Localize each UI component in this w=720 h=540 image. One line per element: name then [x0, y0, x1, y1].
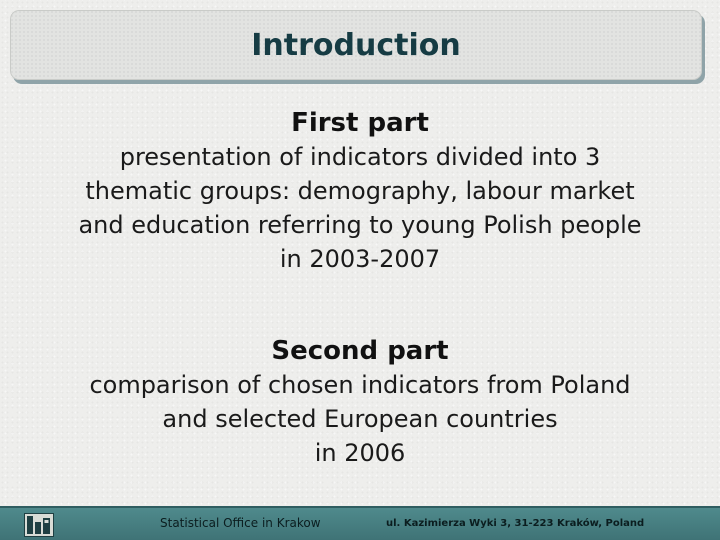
- first-part-line: in 2003-2007: [279, 245, 441, 273]
- footer-office-name: Statistical Office in Krakow: [160, 516, 321, 530]
- title-banner: [10, 10, 702, 80]
- first-part-line: thematic groups: demography, labour market: [85, 177, 635, 205]
- first-part-line: presentation of indicators divided into 3: [119, 143, 601, 171]
- first-part-heading: First part: [291, 108, 429, 138]
- first-part-section: [0, 106, 720, 276]
- footer-bar: [0, 506, 720, 540]
- first-part-description: [0, 140, 720, 276]
- second-part-line: and selected European countries: [162, 405, 558, 433]
- first-part-line: and education referring to young Polish people: [78, 211, 642, 239]
- page-title: Introduction: [251, 28, 461, 63]
- footer-address: ul. Kazimierza Wyki 3, 31-223 Kraków, Poland: [386, 518, 645, 529]
- second-part-section: [0, 334, 720, 470]
- statistical-office-logo-icon: [24, 513, 54, 537]
- second-part-line: in 2006: [314, 439, 406, 467]
- second-part-description: [0, 368, 720, 470]
- second-part-heading: Second part: [271, 336, 449, 366]
- second-part-line: comparison of chosen indicators from Poland: [89, 371, 631, 399]
